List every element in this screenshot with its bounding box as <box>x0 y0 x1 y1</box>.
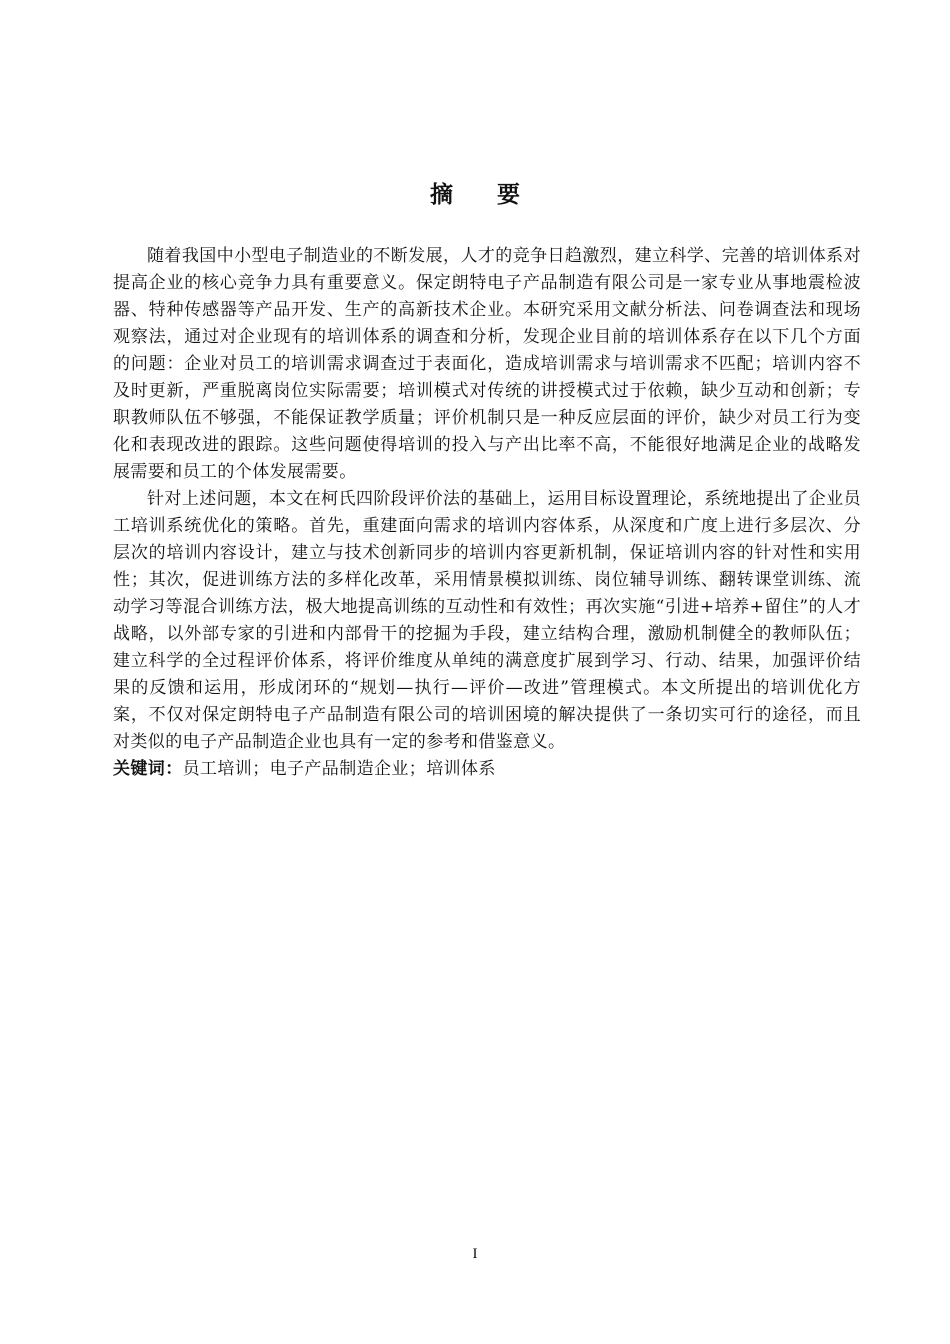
keywords-label: 关键词： <box>113 759 183 779</box>
page-number: I <box>472 1246 478 1262</box>
abstract-paragraph-1: 随着我国中小型电子制造业的不断发展，人才的竞争日趋激烈，建立科学、完善的培训体系对提高企业的核心竞争力具有重要意义。保定朗特电子产品制造有限公司是一家专业从事地震检波器、特种传感器等产品开发、生产的高新技术企业。本研究采用文献分析法、问卷调查法和现场观察法，通过对企业现有的培训体系的调查和分析，发现企业目前的培训体系存在以下几个方面的问题：企业对员工的培训需求调查过于表面化，造成培训需求与培训需求不匹配；培训内容不及时更新，严重脱离岗位实际需要；培训模式对传统的讲授模式过于依赖，缺少互动和创新；专职教师队伍不够强，不能保证教学质量；评价机制只是一种反应层面的评价，缺少对员工行为变化和表现改进的跟踪。这些问题使得培训的投入与产出比率不高，不能很好地满足企业的战略发展需要和员工的个体发展需要。 <box>113 246 861 482</box>
keywords-line <box>113 756 861 783</box>
abstract-body <box>113 243 861 783</box>
keywords-text: 员工培训；电子产品制造企业；培训体系 <box>182 759 496 779</box>
abstract-title <box>0 176 950 209</box>
abstract-title-char-1: 摘 <box>430 182 453 208</box>
abstract-title-char-2: 要 <box>497 182 520 208</box>
abstract-paragraph-2: 针对上述问题，本文在柯氏四阶段评价法的基础上，运用目标设置理论，系统地提出了企业员工培训系统优化的策略。首先，重建面向需求的培训内容体系，从深度和广度上进行多层次、分层次的培训内容设计，建立与技术创新同步的培训内容更新机制，保证培训内容的针对性和实用性；其次，促进训练方法的多样化改革，采用情景模拟训练、岗位辅导训练、翻转课堂训练、流动学习等混合训练方法，极大地提高训练的互动性和有效性；再次实施“引进+培养+留住”的人才战略，以外部专家的引进和内部骨干的挖掘为手段，建立结构合理，激励机制健全的教师队伍；建立科学的全过程评价体系，将评价维度从单纯的满意度扩展到学习、行动、结果，加强评价结果的反馈和运用，形成闭环的“规划—执行—评价—改进”管理模式。本文所提出的培训优化方案，不仅对保定朗特电子产品制造有限公司的培训困境的解决提供了一条切实可行的途径，而且对类似的电子产品制造企业也具有一定的参考和借鉴意义。 <box>113 489 861 752</box>
